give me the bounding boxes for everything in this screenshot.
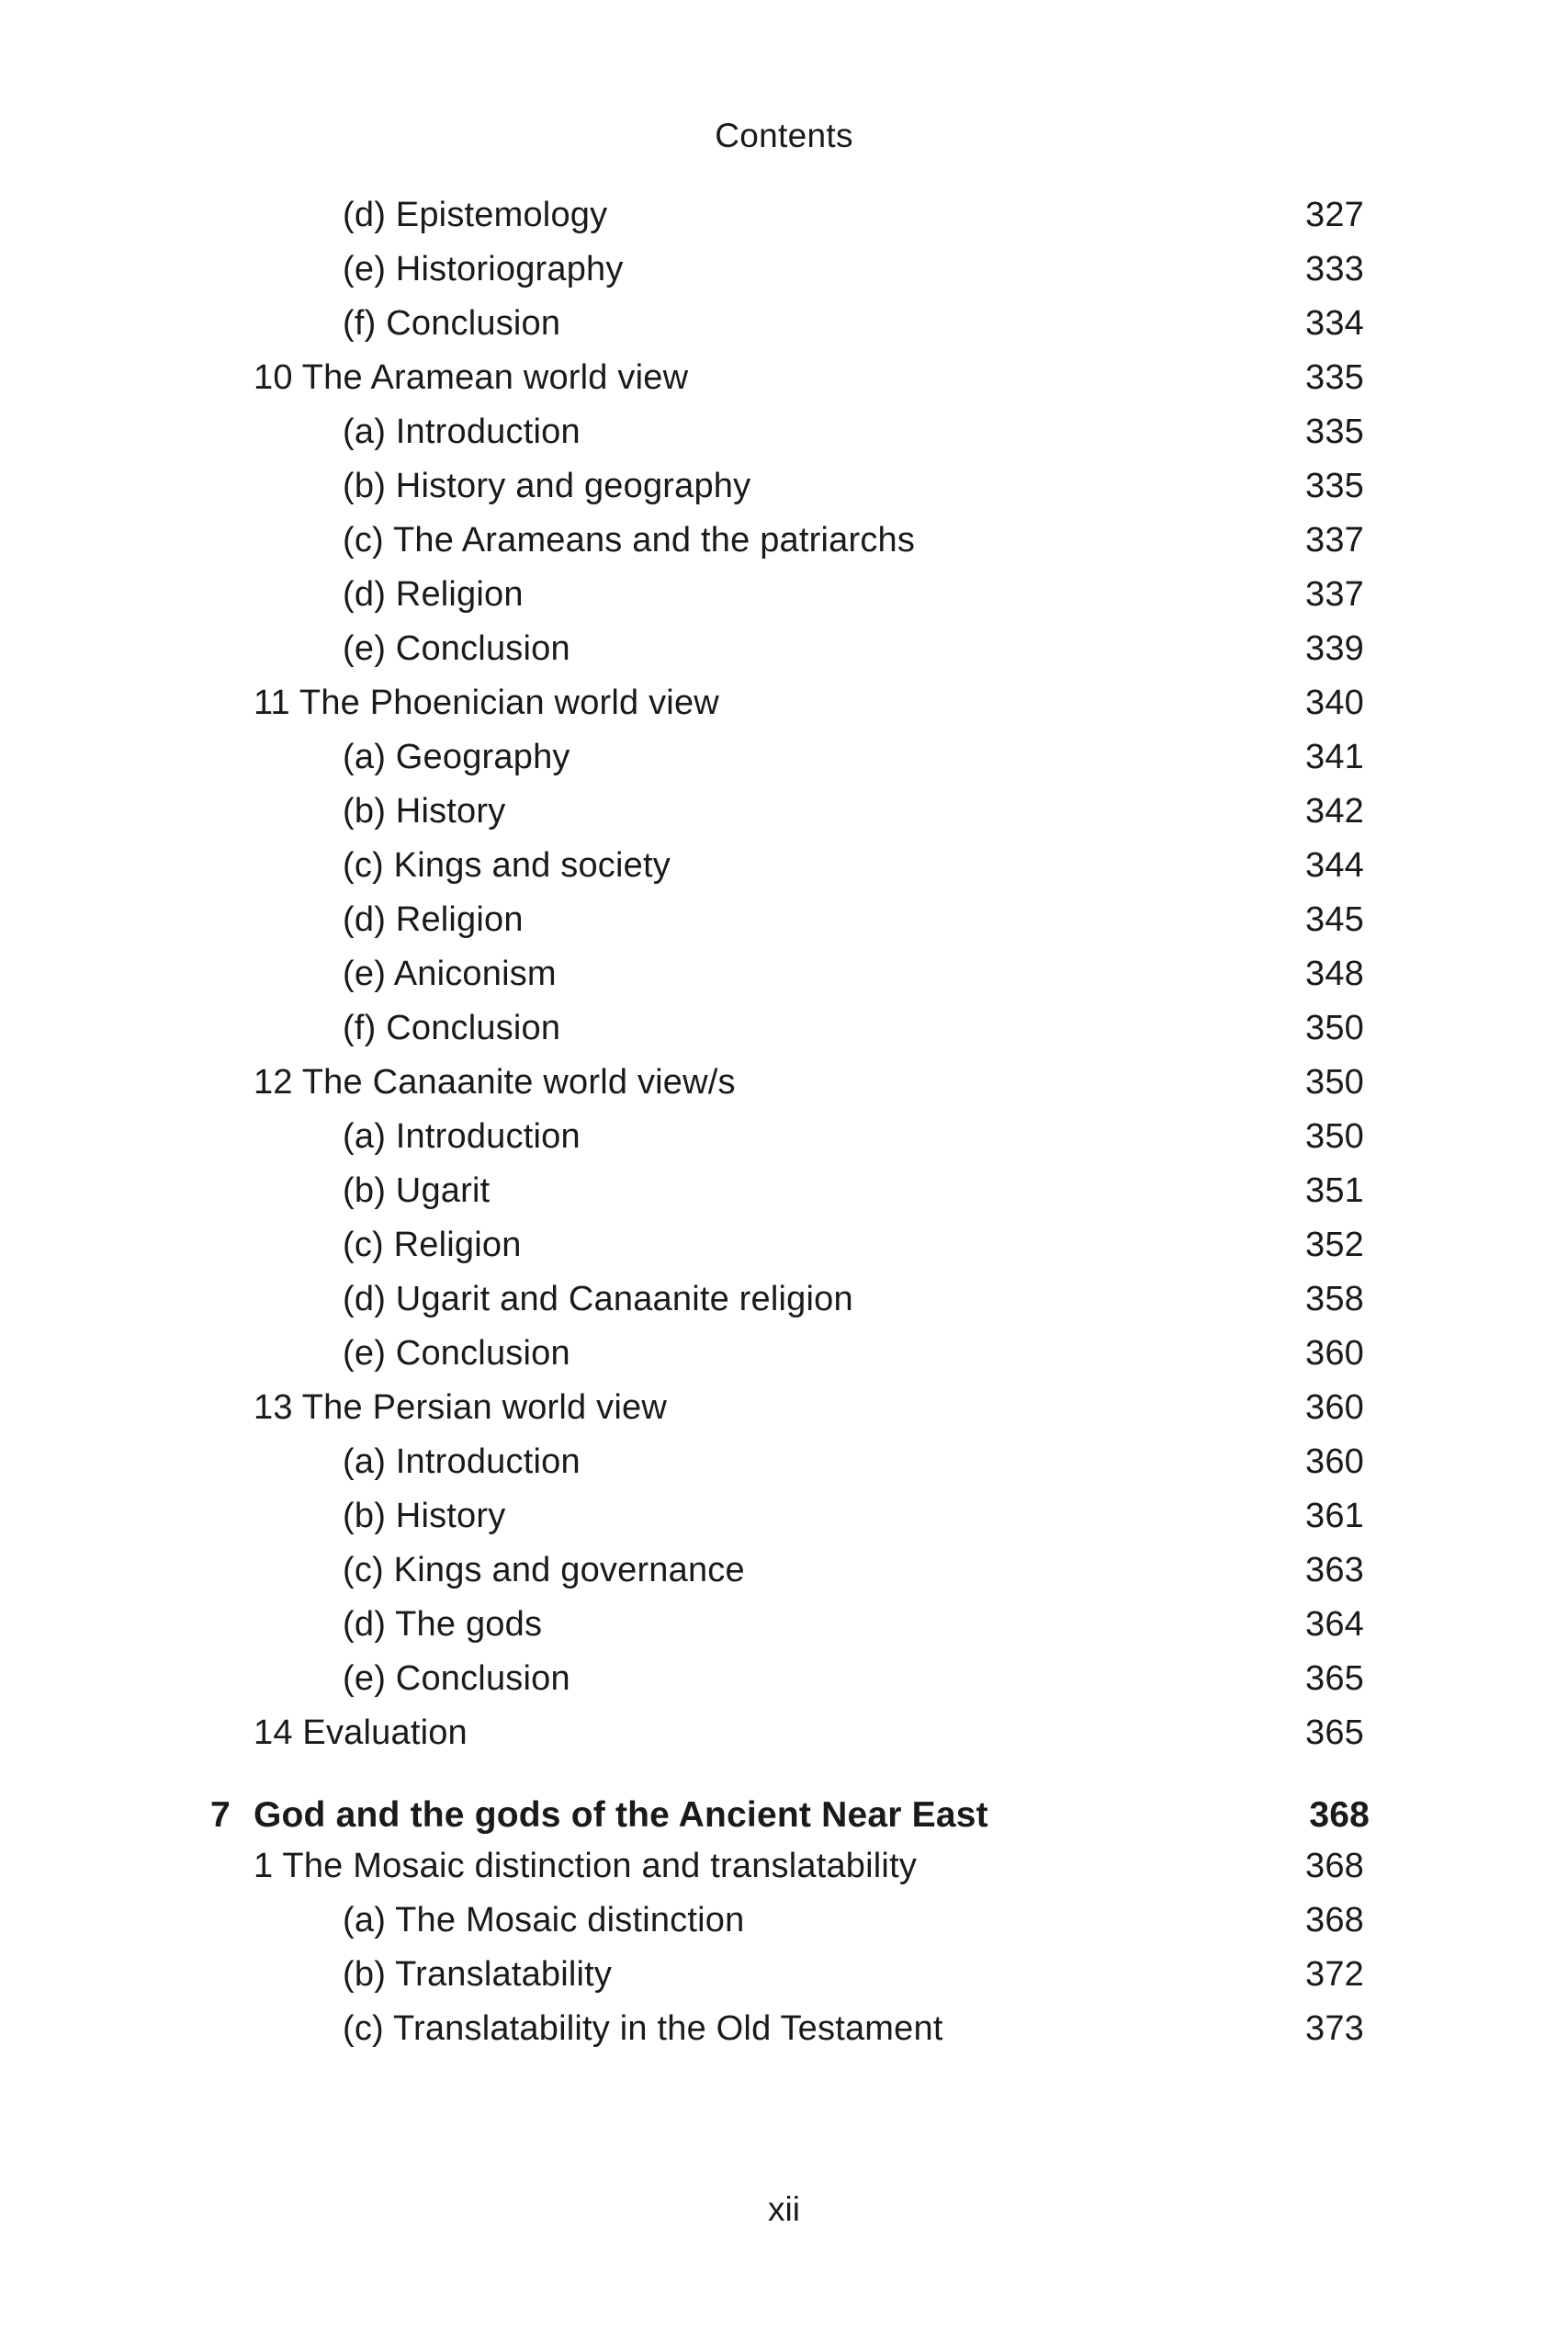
entry-page-number: 342	[1304, 792, 1364, 831]
entry-page-number: 368	[1309, 1795, 1370, 1835]
subsection-entry	[0, 405, 1568, 459]
entry-page-number: 348	[1304, 955, 1364, 993]
entry-title: 14 Evaluation	[254, 1713, 468, 1752]
entry-title: (d) Religion	[343, 575, 524, 614]
entry-title: 1 The Mosaic distinction and translatability	[254, 1847, 918, 1885]
entry-title: (d) Ugarit and Canaanite religion	[343, 1280, 853, 1318]
section-entry	[0, 1706, 1568, 1760]
subsection-entry	[0, 243, 1568, 297]
entry-page-number: 364	[1304, 1605, 1364, 1644]
table-of-contents	[0, 188, 1568, 2056]
entry-title: 11 The Phoenician world view	[254, 684, 719, 722]
entry-page-number: 339	[1304, 629, 1364, 668]
entry-title: (e) Aniconism	[343, 955, 557, 993]
running-head: Contents	[715, 117, 853, 154]
subsection-entry	[0, 1948, 1568, 2002]
entry-title: (b) History and geography	[343, 467, 751, 505]
entry-title: God and the gods of the Ancient Near East	[254, 1795, 988, 1835]
subsection-entry	[0, 297, 1568, 351]
entry-title: (b) History	[343, 792, 506, 831]
entry-title: (e) Conclusion	[343, 1334, 570, 1373]
entry-page-number: 350	[1304, 1009, 1364, 1047]
entry-title: (e) Conclusion	[343, 1659, 570, 1698]
entry-page-number: 334	[1304, 304, 1364, 343]
entry-page-number: 327	[1304, 196, 1364, 234]
subsection-entry	[0, 1218, 1568, 1272]
entry-title: 13 The Persian world view	[254, 1388, 667, 1427]
section-entry	[0, 676, 1568, 730]
section-entry	[0, 1381, 1568, 1435]
entry-title: (b) History	[343, 1497, 506, 1535]
section-entry	[0, 1839, 1568, 1894]
chapter-number: 7	[210, 1795, 231, 1835]
subsection-entry	[0, 188, 1568, 243]
section-entry	[0, 351, 1568, 405]
entry-title: (c) Translatability in the Old Testament	[343, 2009, 943, 2048]
subsection-entry	[0, 568, 1568, 622]
subsection-entry	[0, 1435, 1568, 1489]
subsection-entry	[0, 1001, 1568, 1056]
subsection-entry	[0, 1164, 1568, 1218]
entry-title: (d) Religion	[343, 900, 524, 939]
entry-page-number: 345	[1304, 900, 1364, 939]
entry-page-number: 368	[1304, 1901, 1364, 1939]
entry-page-number: 361	[1304, 1497, 1364, 1535]
subsection-entry	[0, 1544, 1568, 1598]
entry-page-number: 335	[1304, 358, 1364, 397]
entry-page-number: 358	[1304, 1280, 1364, 1318]
entry-title: (a) Introduction	[343, 1117, 581, 1156]
subsection-entry	[0, 1110, 1568, 1164]
entry-title: (a) The Mosaic distinction	[343, 1901, 745, 1939]
entry-page-number: 372	[1304, 1955, 1364, 1994]
entry-page-number: 368	[1304, 1847, 1364, 1885]
entry-page-number: 337	[1304, 575, 1364, 614]
subsection-entry	[0, 839, 1568, 893]
entry-title: (b) Translatability	[343, 1955, 613, 1994]
subsection-entry	[0, 622, 1568, 676]
subsection-entry	[0, 785, 1568, 839]
entry-page-number: 360	[1304, 1442, 1364, 1481]
entry-page-number: 333	[1304, 250, 1364, 288]
entry-title: 10 The Aramean world view	[254, 358, 689, 397]
subsection-entry	[0, 893, 1568, 947]
entry-page-number: 335	[1304, 413, 1364, 451]
entry-title: (d) Epistemology	[343, 196, 608, 234]
subsection-entry	[0, 1652, 1568, 1706]
subsection-entry	[0, 1327, 1568, 1381]
entry-page-number: 350	[1304, 1063, 1364, 1102]
entry-title: (b) Ugarit	[343, 1171, 491, 1210]
subsection-entry	[0, 514, 1568, 568]
entry-page-number: 360	[1304, 1388, 1364, 1427]
entry-title: 12 The Canaanite world view/s	[254, 1063, 736, 1102]
entry-page-number: 363	[1304, 1551, 1364, 1589]
entry-title: (c) Religion	[343, 1226, 522, 1264]
subsection-entry	[0, 1894, 1568, 1948]
entry-title: (c) Kings and society	[343, 846, 671, 885]
entry-title: (a) Geography	[343, 738, 570, 776]
entry-page-number: 352	[1304, 1226, 1364, 1264]
chapter-entry	[0, 1791, 1568, 1839]
subsection-entry	[0, 2002, 1568, 2056]
entry-page-number: 350	[1304, 1117, 1364, 1156]
entry-title: (d) The gods	[343, 1605, 543, 1644]
entry-page-number: 365	[1304, 1713, 1364, 1752]
entry-page-number: 351	[1304, 1171, 1364, 1210]
subsection-entry	[0, 1598, 1568, 1652]
subsection-entry	[0, 947, 1568, 1001]
entry-title: (f) Conclusion	[343, 304, 561, 343]
subsection-entry	[0, 459, 1568, 514]
entry-title: (e) Historiography	[343, 250, 624, 288]
subsection-entry	[0, 1272, 1568, 1327]
section-entry	[0, 1056, 1568, 1110]
entry-page-number: 365	[1304, 1659, 1364, 1698]
entry-page-number: 360	[1304, 1334, 1364, 1373]
entry-page-number: 340	[1304, 684, 1364, 722]
entry-title: (f) Conclusion	[343, 1009, 561, 1047]
subsection-entry	[0, 730, 1568, 785]
entry-page-number: 373	[1304, 2009, 1364, 2048]
entry-title: (a) Introduction	[343, 1442, 581, 1481]
entry-page-number: 337	[1304, 521, 1364, 560]
page-number: xii	[768, 2190, 800, 2228]
entry-title: (e) Conclusion	[343, 629, 570, 668]
entry-title: (c) The Arameans and the patriarchs	[343, 521, 916, 560]
entry-page-number: 335	[1304, 467, 1364, 505]
subsection-entry	[0, 1489, 1568, 1544]
entry-title: (a) Introduction	[343, 413, 581, 451]
entry-page-number: 344	[1304, 846, 1364, 885]
entry-page-number: 341	[1304, 738, 1364, 776]
entry-title: (c) Kings and governance	[343, 1551, 745, 1589]
